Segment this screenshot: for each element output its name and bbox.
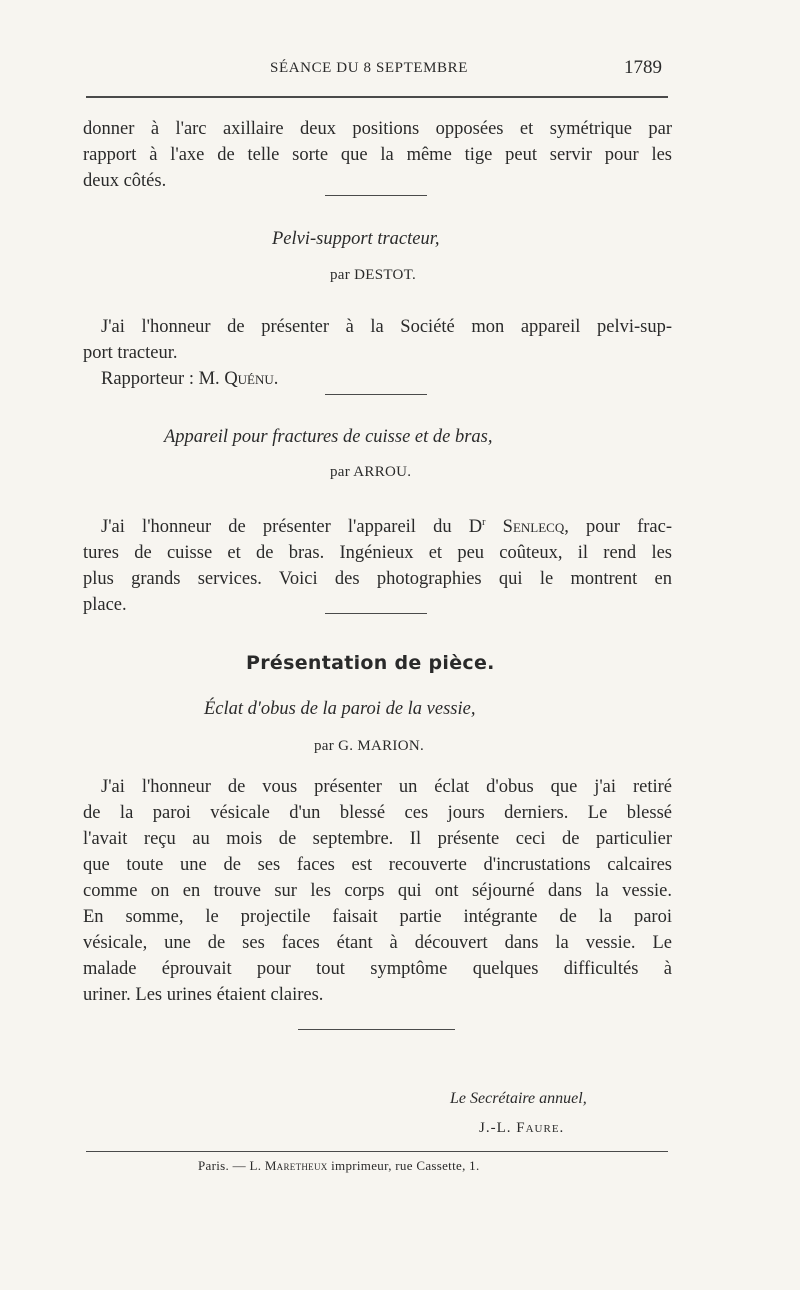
article-paragraph	[83, 510, 672, 618]
text-line: uriner. Les urines étaient claires.	[83, 985, 324, 1005]
text-line: malade éprouvait pour tout symptôme quelques difficultés à	[83, 959, 672, 979]
superscript: r	[482, 517, 486, 528]
separator-rule	[325, 394, 427, 395]
footer-rule	[86, 1151, 668, 1152]
text-line: J'ai l'honneur de présenter à la Société mon appareil pelvi-sup-	[101, 317, 672, 337]
signature-name	[479, 1120, 564, 1137]
author-name: G. MARION.	[338, 738, 425, 754]
author-name: ARROU.	[353, 464, 412, 480]
text-line: rapport à l'axe de telle sorte que la même tige peut servir pour les	[83, 145, 672, 165]
text-fragment: , pour frac-	[564, 517, 672, 538]
article-title: Pelvi-support tracteur,	[272, 229, 440, 249]
printer-imprint	[198, 1158, 480, 1174]
header-rule	[86, 96, 668, 98]
separator-rule	[325, 613, 427, 614]
text-line	[83, 510, 672, 540]
article-byline	[330, 464, 411, 481]
imprint-prefix: Paris. — L.	[198, 1158, 262, 1173]
article-title: Appareil pour fractures de cuisse et de bras,	[164, 427, 493, 447]
person-name: Senlecq	[502, 517, 565, 538]
text-line: comme on en trouve sur les corps qui ont séjourné dans la vessie.	[83, 881, 672, 901]
text-line: tures de cuisse et de bras. Ingénieux et peu coûteux, il rend les	[83, 543, 672, 564]
article-paragraph	[83, 314, 672, 392]
text-fragment: J'ai l'honneur de présenter l'appareil du D	[101, 517, 483, 538]
signature-initials: J.-L.	[479, 1120, 512, 1136]
byline-prefix: par	[330, 464, 351, 480]
text-line: deux côtés.	[83, 171, 167, 191]
signature-title: Le Secrétaire annuel,	[450, 1090, 587, 1107]
text-line: que toute une de ses faces est recouverte d'incrustations calcaires	[83, 855, 672, 875]
separator-rule	[298, 1029, 455, 1030]
article-byline	[330, 267, 416, 284]
running-head: SÉANCE DU 8 SEPTEMBRE	[270, 60, 469, 76]
text-line: l'avait reçu au mois de septembre. Il présente ceci de particulier	[83, 829, 672, 849]
text-line: vésicale, une de ses faces étant à découvert dans la vessie. Le	[83, 933, 672, 953]
signature-surname: Faure.	[516, 1120, 565, 1136]
imprint-address: imprimeur, rue Cassette, 1.	[331, 1158, 480, 1173]
rapporteur-name: Quénu.	[224, 369, 279, 389]
text-line: de la paroi vésicale d'un blessé ces jours derniers. Le blessé	[83, 803, 672, 823]
rapporteur-label: Rapporteur : M.	[101, 369, 220, 389]
byline-prefix: par	[314, 738, 335, 754]
article-title: Éclat d'obus de la paroi de la vessie,	[204, 699, 476, 719]
text-line: place.	[83, 595, 127, 616]
intro-paragraph	[83, 116, 672, 194]
separator-rule	[325, 195, 427, 196]
article-paragraph	[83, 774, 672, 1008]
article-byline	[314, 738, 424, 755]
rapporteur-line	[83, 366, 672, 392]
author-name: DESTOT.	[354, 267, 417, 283]
text-line: J'ai l'honneur de vous présenter un éclat d'obus que j'ai retiré	[101, 777, 672, 797]
page-number: 1789	[624, 57, 662, 78]
text-line: En somme, le projectile faisait partie intégrante de la paroi	[83, 907, 672, 927]
text-line: port tracteur.	[83, 343, 178, 363]
section-title: Présentation de pièce.	[246, 652, 495, 674]
printer-name: Maretheux	[264, 1158, 328, 1173]
byline-prefix: par	[330, 267, 351, 283]
text-line: plus grands services. Voici des photographies qui le montrent en	[83, 569, 672, 590]
text-line: donner à l'arc axillaire deux positions opposées et symétrique par	[83, 119, 672, 139]
